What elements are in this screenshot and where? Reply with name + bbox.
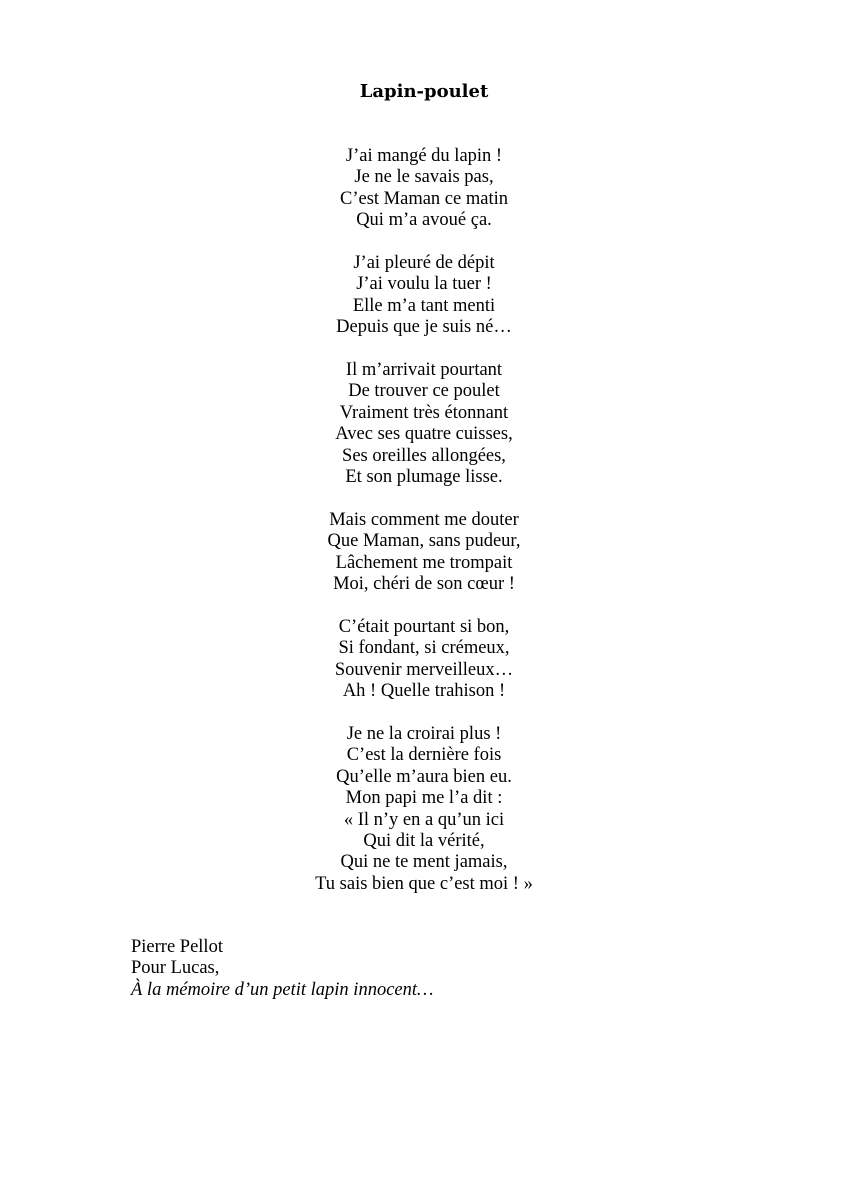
signature-block — [131, 937, 433, 1001]
poem-line: Ah ! Quelle trahison ! — [342, 681, 506, 702]
poem-line: Depuis que je suis né… — [336, 317, 512, 338]
author-name: Pierre Pellot — [131, 937, 223, 957]
stanza-3 — [0, 360, 848, 488]
poem-line: J’ai pleuré de dépit — [353, 253, 495, 274]
poem-line: C’est Maman ce matin — [340, 188, 508, 209]
poem-line: Je ne la croirai plus ! — [346, 723, 502, 744]
poem-line: Mon papi me l’a dit : — [345, 788, 503, 809]
poem-line: J’ai mangé du lapin ! — [345, 146, 503, 166]
poem-line: Et son plumage lisse. — [345, 467, 503, 488]
stanza-4 — [0, 510, 848, 596]
poem-line: Vraiment très étonnant — [339, 402, 509, 423]
poem-line: Il m’arrivait pourtant — [345, 360, 503, 381]
dedication-line: À la mémoire d’un petit lapin innocent… — [131, 979, 434, 1000]
poem-line: Souvenir merveilleux… — [334, 659, 514, 680]
stanza-1 — [0, 146, 848, 232]
poem-line: Que Maman, sans pudeur, — [327, 531, 521, 552]
poem-line: Si fondant, si crémeux, — [338, 638, 510, 659]
poem-body — [0, 146, 848, 917]
poem-line: « Il n’y en a qu’un ici — [343, 809, 505, 830]
poem-line: Lâchement me trompait — [335, 552, 513, 573]
poem-title: Lapin-poulet — [359, 81, 489, 102]
poem-line: Qu’elle m’aura bien eu. — [336, 766, 512, 787]
poem-line: Mais comment me douter — [329, 509, 519, 530]
poem-line: Avec ses quatre cuisses, — [335, 424, 513, 445]
poem-line: J’ai voulu la tuer ! — [356, 274, 492, 295]
poem-line: C’était pourtant si bon, — [338, 616, 510, 637]
poem-line: Moi, chéri de son cœur ! — [333, 574, 515, 595]
poem-line: Je ne le savais pas, — [354, 167, 494, 188]
poem-line: Qui dit la vérité, — [363, 830, 485, 851]
recipient-line: Pour Lucas, — [131, 958, 220, 979]
stanza-2 — [0, 253, 848, 339]
poem-line: De trouver ce poulet — [348, 381, 500, 402]
poem-line: Elle m’a tant menti — [352, 295, 496, 316]
poem-line: Qui m’a avoué ça. — [356, 210, 492, 231]
poem-line: Ses oreilles allongées, — [342, 445, 506, 466]
stanza-5 — [0, 617, 848, 703]
stanza-6 — [0, 724, 848, 895]
poem-line: Qui ne te ment jamais, — [340, 852, 508, 873]
poem-line: C’est la dernière fois — [346, 745, 502, 766]
poem-line: Tu sais bien que c’est moi ! » — [315, 873, 533, 894]
